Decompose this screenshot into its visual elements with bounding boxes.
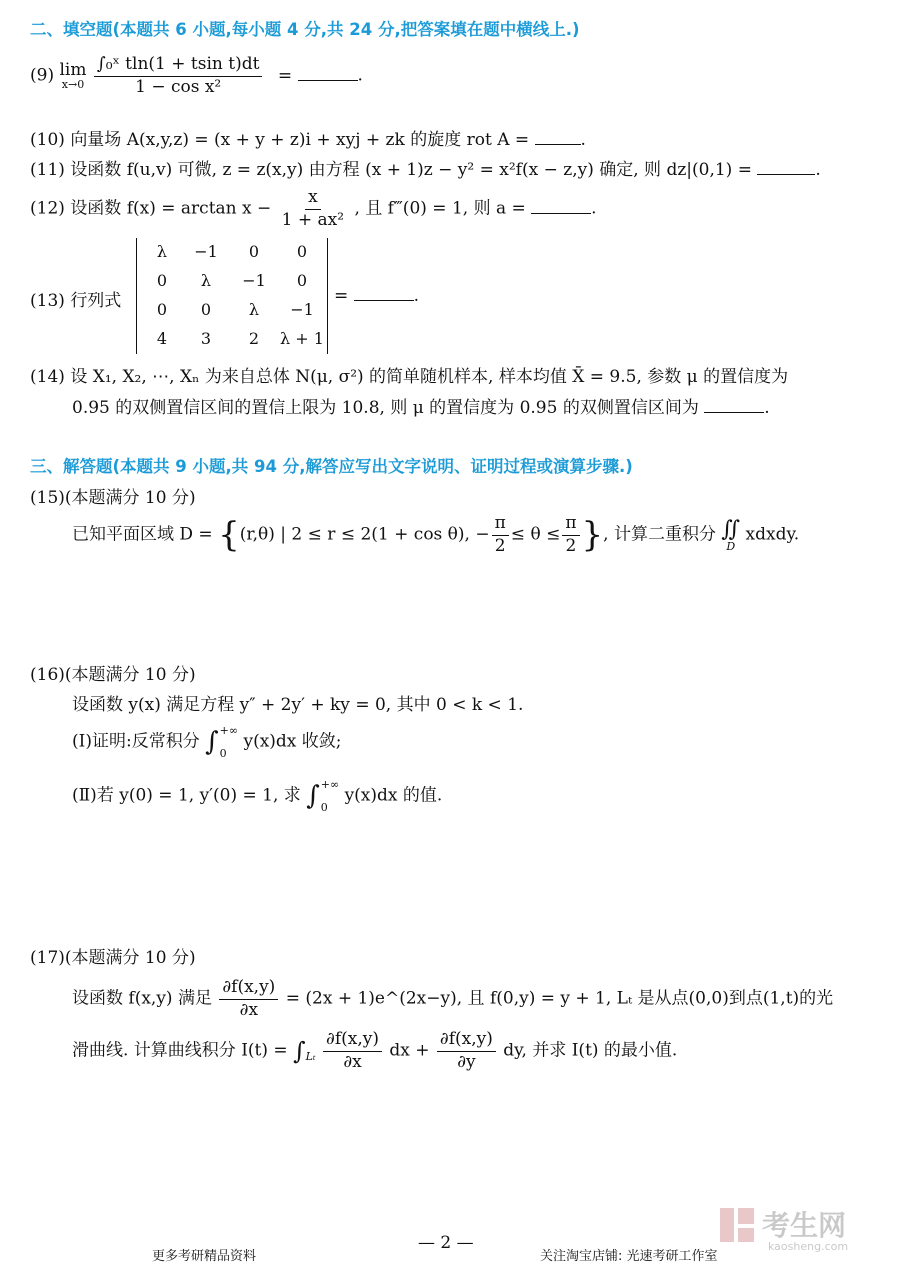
question-16-line1: 设函数 y(x) 满足方程 y″ + 2y′ + ky = 0, 其中 0 < k < 1.	[72, 695, 524, 715]
matrix-cell: −1	[290, 300, 314, 319]
question-17-header: (17)(本题满分 10 分)	[30, 948, 196, 968]
question-16-part1: (Ⅰ)证明:反常积分 ∫ +∞ 0 y(x)dx 收敛;	[72, 724, 342, 760]
matrix-cell: −1	[194, 242, 218, 261]
watermark-text: 考生网	[762, 1209, 847, 1242]
question-16-part2: (Ⅱ)若 y(0) = 1, y′(0) = 1, 求 ∫ +∞ 0 y(x)dx 的值.	[72, 778, 443, 814]
watermark-url: kaosheng.com	[768, 1240, 849, 1253]
answer-blank[interactable]	[704, 411, 764, 413]
question-13: (13) 行列式	[30, 291, 122, 311]
question-14-line2: 0.95 的双侧置信区间的置信上限为 10.8, 则 μ 的置信度为 0.95 的双侧置信区间为 .	[72, 398, 770, 418]
matrix-cell: λ	[156, 242, 168, 261]
matrix-cell: 3	[200, 329, 212, 348]
matrix-cell: λ + 1	[280, 329, 324, 348]
matrix-cell: −1	[242, 271, 266, 290]
matrix-cell: 0	[296, 242, 308, 261]
question-11: (11) 设函数 f(u,v) 可微, z = z(x,y) 由方程 (x + 1)z − y² = x²f(x − z,y) 确定, 则 dz|(0,1) = .	[30, 160, 821, 180]
footer-left: 更多考研精品资料	[152, 1249, 257, 1264]
determinant	[136, 238, 328, 354]
matrix-cell: 0	[200, 300, 212, 319]
question-17-line1: 设函数 f(x,y) 满足 $\frac{\partial f(x,y)}{\partial x}$ = (2x + 1)e^(2x−y), 且 f(0,y) = y + 1, Lₜ 是从点(0,0)到点(1,t)的光	[72, 977, 834, 1020]
matrix-cell: 0	[156, 271, 168, 290]
question-15-header: (15)(本题满分 10 分)	[30, 488, 196, 508]
q13-answer: = .	[334, 286, 420, 306]
matrix-cell: 2	[248, 329, 260, 348]
matrix-cell: 0	[248, 242, 260, 261]
matrix-cell: 4	[156, 329, 168, 348]
page-number: — 2 —	[418, 1233, 474, 1253]
section-3-heading: 三、解答题(本题共 9 小题,共 94 分,解答应写出文字说明、证明过程或演算步骤.)	[30, 457, 633, 476]
answer-blank[interactable]	[531, 212, 591, 214]
section-2-heading: 二、填空题(本题共 6 小题,每小题 4 分,共 24 分,把答案填在题中横线上.)	[30, 20, 580, 39]
matrix-cell: λ	[200, 271, 212, 290]
answer-blank[interactable]	[757, 173, 815, 175]
question-17-line2: 滑曲线. 计算曲线积分 I(t) = ∫ Lₜ $\frac{\partial f(x,y)}{\partial x}$ dx + $\frac{\partial f(x,y)}{\partial y}$ dy, 并求 I(t) 的最小值.	[72, 1029, 678, 1072]
question-12: (12) 设函数 f(x) = arctan x − $\frac{x}{\text{1 + ax²}}$ , 且 f‴(0) = 1, 则 a = .	[30, 187, 597, 230]
question-9: (9) lim x→0 $\frac{\text{∫₀ˣ tln(1 + tsin t)dt}}{\text{1 − cos x²}}$ = .	[30, 54, 363, 97]
kaosheng-logo-icon	[718, 1206, 756, 1244]
matrix-cell: 0	[156, 300, 168, 319]
answer-blank[interactable]	[535, 143, 581, 145]
q12-fraction: $\frac{x}{\text{1 + ax²}}$	[281, 187, 345, 230]
question-10: (10) 向量场 A(x,y,z) = (x + y + z)i + xyj + zk 的旋度 rot A = .	[30, 130, 586, 150]
matrix-cell: 0	[296, 271, 308, 290]
watermark-logo	[718, 1206, 756, 1249]
q9-fraction: $\frac{\text{∫₀ˣ tln(1 + tsin t)dt}}{\text{1 − cos x²}}$	[94, 55, 263, 97]
question-16-header: (16)(本题满分 10 分)	[30, 665, 196, 685]
question-14: (14) 设 X₁, X₂, ⋯, Xₙ 为来自总体 N(μ, σ²) 的简单随机样本, 样本均值 X̄ = 9.5, 参数 μ 的置信度为	[30, 367, 789, 387]
answer-blank[interactable]	[354, 299, 414, 301]
footer-right: 关注淘宝店铺: 光速考研工作室	[540, 1249, 718, 1264]
answer-blank[interactable]	[298, 79, 358, 81]
matrix-cell: λ	[248, 300, 260, 319]
question-15: 已知平面区域 D = {(r,θ) | 2 ≤ r ≤ 2(1 + cos θ), − $\frac{\pi}{2}$ ≤ θ ≤ $\frac{\pi}{2}$ }, 计算二重积分 ∬ D xdxdy.	[72, 513, 800, 556]
